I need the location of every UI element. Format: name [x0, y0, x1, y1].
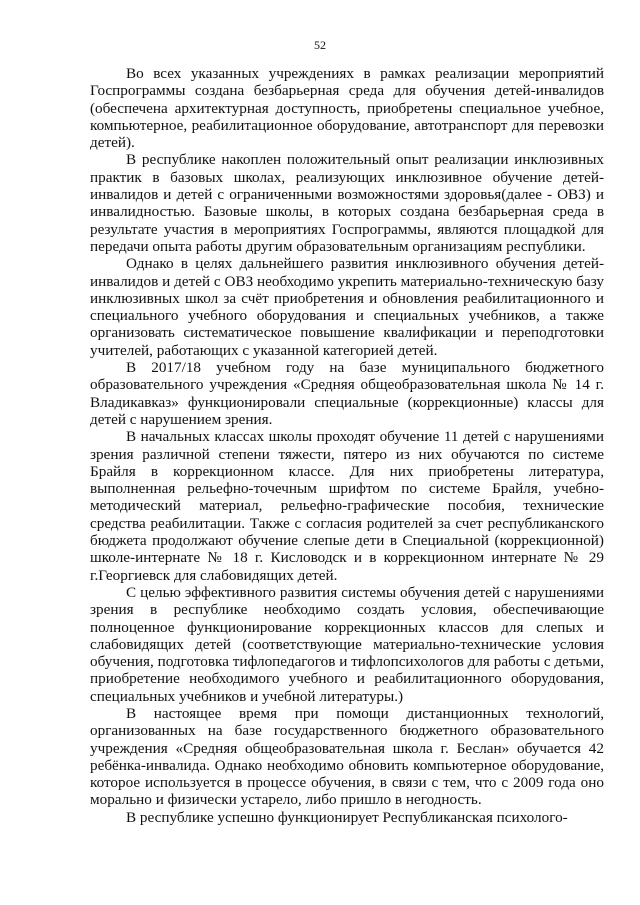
paragraph-school-14: В 2017/18 учебном году на базе муниципального бюджетного образовательного учреждения «Средняя общеобразовательная школа № 14 г. Владикавказ» функционировали специальные (коррекционные) классы для детей с нарушением зрения. [90, 359, 604, 428]
page-number: 52 [314, 38, 326, 52]
paragraph-institutions-barrier-free: Во всех указанных учреждениях в рамках реализации мероприятий Госпрограммы создана безбарьерная среда для обучения детей-инвалидов (обеспечена архитектурная доступность, приобретены специальное учебное, компьютерное, реабилитационное оборудование, автотранспорт для перевозки детей). [90, 65, 604, 152]
document-body [90, 65, 604, 826]
paragraph-further-development: Однако в целях дальнейшего развития инклюзивного обучения детей-инвалидов и детей с ОВЗ необходимо укрепить материально-техническую базу инклюзивных школ за счёт приобретения и обновления реабилитационного и специального учебного оборудования и специальных учебников, а также организовать систематическое повышение квалификации и переподготовки учителей, работающих с указанной категорией детей. [90, 255, 604, 359]
paragraph-inclusive-practice: В республике накоплен положительный опыт реализации инклюзивных практик в базовых школах, реализующих инклюзивное обучение детей-инвалидов и детей с ограниченными возможностями здоровья(далее - ОВЗ) и инвалидностью. Базовые школы, в которых создана безбарьерная среда в результате участия в мероприятиях Госпрограммы, являются площадкой для передачи опыта работы другим образовательным организациям республики. [90, 151, 604, 255]
paragraph-visual-impairment-conditions: С целью эффективного развития системы обучения детей с нарушениями зрения в республике необходимо создать условия, обеспечивающие полноценное функционирование коррекционных классов для слепых и слабовидящих детей (соответствующие материально-технические условия обучения, подготовка тифлопедагогов и тифлопсихологов для работы с детьми, приобретение необходимого учебного и реабилитационного оборудования, специальных учебников и учебной литературы.) [90, 583, 604, 705]
paragraph-distance-learning: В настоящее время при помощи дистанционных технологий, организованных на базе государственного бюджетного образовательного учреждения «Средняя общеобразовательная школа г. Беслан» обучается 42 ребёнка-инвалида. Однако необходимо обновить компьютерное оборудование, которое используется в процессе обучения, в связи с тем, что с 2009 года оно морально и физически устарело, либо пришло в негодность. [90, 704, 604, 809]
paragraph-republican-center: В республике успешно функционирует Республиканская психолого- [126, 808, 568, 826]
paragraph-primary-classes: В начальных классах школы проходят обучение 11 детей с нарушениями зрения различной степени тяжести, пятеро из них обучаются по системе Брайля в коррекционном классе. Для них приобретены литература, выполненная рельефно-точечным шрифтом по системе Брайля, учебно-методический материал, рельефно-графические пособия, технические средства реабилитации. Также с согласия родителей за счет республиканского бюджета продолжают обучение слепые дети в Специальной (коррекционной) школе-интернате № 18 г. Кисловодск и в коррекционном интернате № 29 г.Георгиевск для слабовидящих детей. [90, 428, 604, 584]
